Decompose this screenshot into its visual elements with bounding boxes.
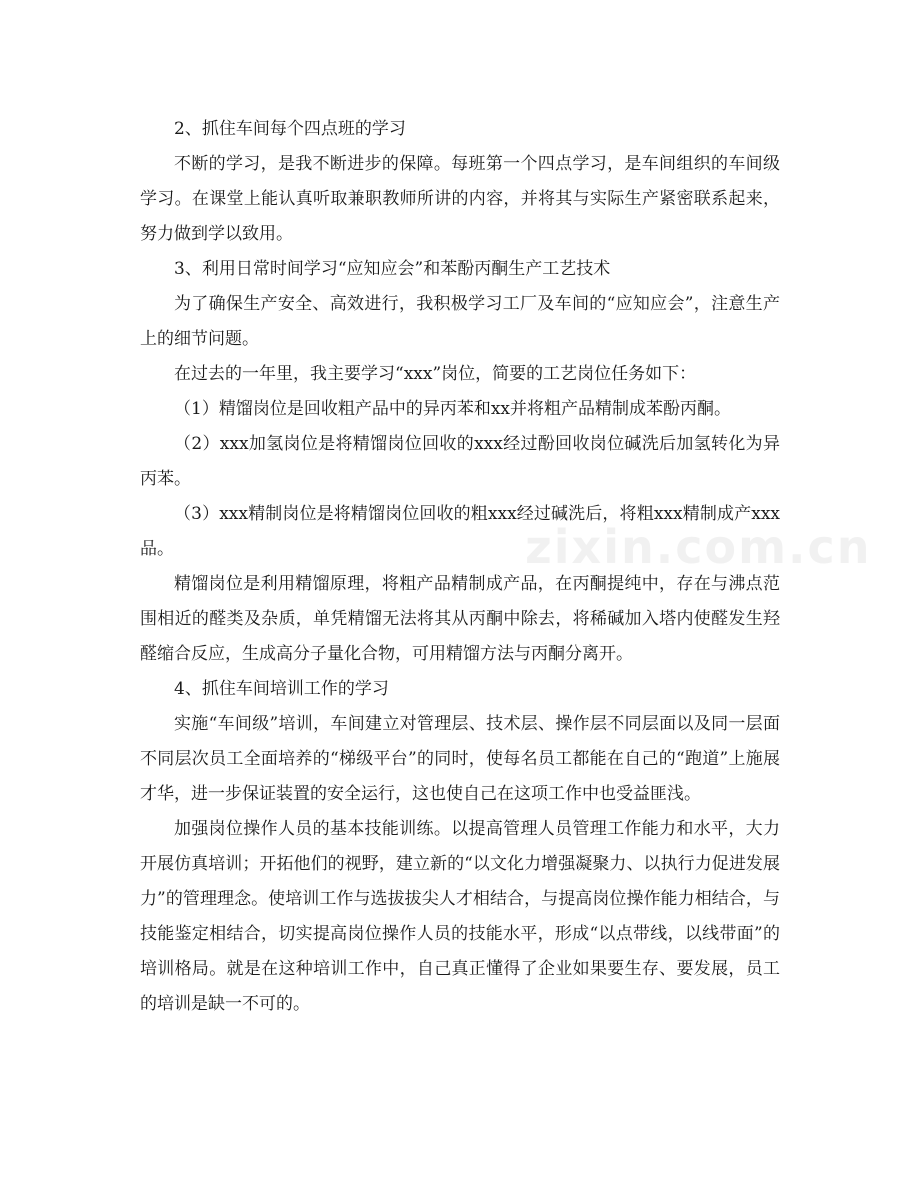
section-heading-2: 2、抓住车间每个四点班的学习 bbox=[174, 119, 406, 139]
list-item-3: （3）xxx精制岗位是将精馏岗位回收的粗xxx经过碱洗后，将粗xxx精制成产xxx品。 bbox=[140, 504, 780, 559]
paragraph: 为了确保生产安全、高效进行，我积极学习工厂及车间的“应知应会”，注意生产上的细节问题。 bbox=[140, 294, 780, 349]
section-heading-3: 3、利用日常时间学习“应知应会”和苯酚丙酮生产工艺技术 bbox=[174, 259, 611, 279]
paragraph: 不断的学习，是我不断进步的保障。每班第一个四点学习，是车间组织的车间级学习。在课堂上能认真听取兼职教师所讲的内容，并将其与实际生产紧密联系起来，努力做到学以致用。 bbox=[140, 154, 780, 244]
paragraph: 加强岗位操作人员的基本技能训练。以提高管理人员管理工作能力和水平，大力开展仿真培训；开拓他们的视野，建立新的“以文化力增强凝聚力、以执行力促进发展力”的管理理念。使培训工作与选拔拔尖人才相结合，与提高岗位操作能力相结合，与技能鉴定相结合，切实提高岗位操作人员的技能水平，形成“以点带线，以线带面”的培训格局。就是在这种培训工作中，自己真正懂得了企业如果要生存、要发展，员工的培训是缺一不可的。 bbox=[140, 819, 780, 1014]
document-body bbox=[140, 112, 780, 1022]
paragraph: 实施“车间级”培训，车间建立对管理层、技术层、操作层不同层面以及同一层面不同层次员工全面培养的“梯级平台”的同时，使每名员工都能在自己的“跑道”上施展才华，进一步保证装置的安全运行，这也使自己在这项工作中也受益匪浅。 bbox=[140, 714, 780, 804]
list-item-1: （1）精馏岗位是回收粗产品中的异丙苯和xx并将粗产品精制成苯酚丙酮。 bbox=[174, 399, 731, 419]
list-item-2: （2）xxx加氢岗位是将精馏岗位回收的xxx经过酚回收岗位碱洗后加氢转化为异丙苯。 bbox=[140, 434, 780, 489]
watermark: zixin.com.cn bbox=[525, 520, 872, 574]
paragraph: 精馏岗位是利用精馏原理，将粗产品精制成产品，在丙酮提纯中，存在与沸点范围相近的醛类及杂质，单凭精馏无法将其从丙酮中除去，将稀碱加入塔内使醛发生羟醛缩合反应，生成高分子量化合物，可用精馏方法与丙酮分离开。 bbox=[140, 574, 780, 664]
section-heading-4: 4、抓住车间培训工作的学习 bbox=[174, 679, 389, 699]
paragraph: 在过去的一年里，我主要学习“xxx”岗位，简要的工艺岗位任务如下： bbox=[174, 364, 697, 384]
